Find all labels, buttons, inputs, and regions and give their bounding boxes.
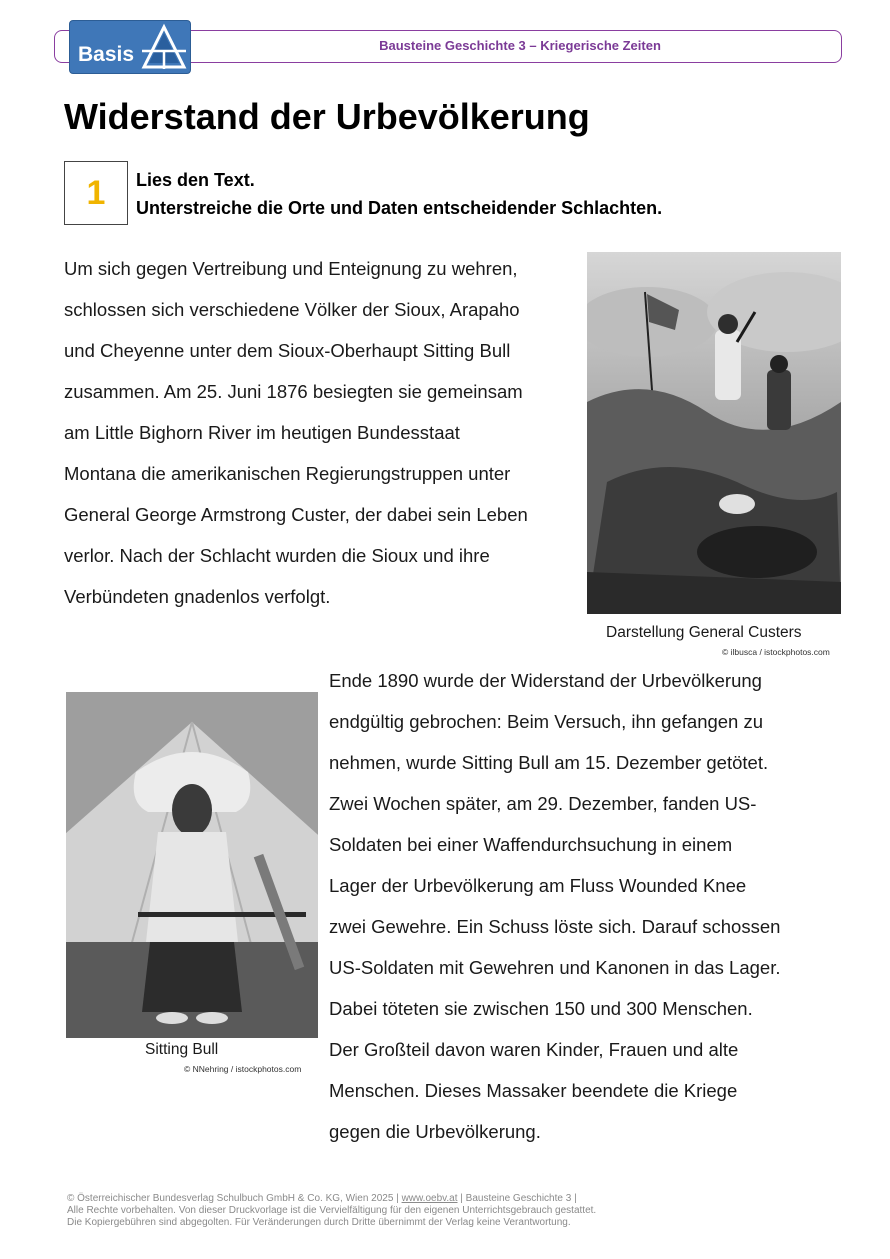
text-line: Lager der Urbevölkerung am Fluss Wounded Knee <box>329 875 747 896</box>
footer-line-2: Alle Rechte vorbehalten. Von dieser Druckvorlage ist die Vervielfältigung für den eigenen Unterrichtsgebrauch gestattet. <box>67 1205 597 1216</box>
text-line: Menschen. Dieses Massaker beendete die Kriege <box>329 1080 738 1101</box>
text-line: Dabei töteten sie zwischen 150 und 300 Menschen. <box>329 998 753 1019</box>
text-line: zwei Gewehre. Ein Schuss löste sich. Darauf schossen <box>329 916 781 937</box>
logo-text: Basis <box>78 43 135 66</box>
footer-series-text: | Bausteine Geschichte 3 | <box>457 1193 577 1204</box>
page-title: Widerstand der Urbevölkerung <box>64 96 590 137</box>
image-credit-sitting-bull: © NNehring / istockphotos.com <box>184 1064 302 1074</box>
text-line: Verbündeten gnadenlos verfolgt. <box>64 586 331 607</box>
text-line: nehmen, wurde Sitting Bull am 15. Dezember getötet. <box>329 752 769 773</box>
text-line: US-Soldaten mit Gewehren und Kanonen in das Lager. <box>329 957 781 978</box>
text-line: schlossen sich verschiedene Völker der Sioux, Arapaho <box>64 299 520 320</box>
text-line: zusammen. Am 25. Juni 1876 besiegten sie gemeinsam <box>64 381 523 402</box>
footer-line-1 <box>67 1193 787 1205</box>
series-title: Bausteine Geschichte 3 – Kriegerische Zeiten <box>379 38 661 53</box>
text-line: am Little Bighorn River im heutigen Bundesstaat <box>64 422 460 443</box>
task-number: 1 <box>86 173 106 212</box>
text-line: Um sich gegen Vertreibung und Enteignung zu wehren, <box>64 258 518 279</box>
text-line: gegen die Urbevölkerung. <box>329 1121 541 1142</box>
text-line: General George Armstrong Custer, der dabei sein Leben <box>64 504 528 525</box>
text-line: Montana die amerikanischen Regierungstruppen unter <box>64 463 511 484</box>
paragraph-1 <box>64 248 582 617</box>
task-number-box <box>64 161 128 225</box>
sitting-bull-photo <box>66 692 318 1038</box>
publisher-link[interactable]: www.oebv.at <box>401 1193 458 1204</box>
text-line: endgültig gebrochen: Beim Versuch, ihn gefangen zu <box>329 711 764 732</box>
custer-illustration <box>587 252 841 614</box>
text-line: Ende 1890 wurde der Widerstand der Urbevölkerung <box>329 670 762 691</box>
text-line: und Cheyenne unter dem Sioux-Oberhaupt Sitting Bull <box>64 340 511 361</box>
image-caption-custer: Darstellung General Custers <box>606 624 802 641</box>
image-credit-custer: © ilbusca / istockphotos.com <box>722 647 830 657</box>
footer-line-3: Die Kopiergebühren sind abgegolten. Für Veränderungen durch Dritte übernimmt der Verlag keine Verantwortung. <box>67 1217 571 1228</box>
text-line: Soldaten bei einer Waffendurchsuchung in einem <box>329 834 733 855</box>
basis-logo <box>69 20 191 74</box>
paragraph-2 <box>329 660 839 1152</box>
battle-scene-image <box>587 252 841 614</box>
copyright-footer <box>67 1193 787 1229</box>
image-caption-sitting-bull: Sitting Bull <box>145 1041 219 1058</box>
text-line: verlor. Nach der Schlacht wurden die Sioux und ihre <box>64 545 490 566</box>
task-instruction-2: Unterstreiche die Orte und Daten entscheidender Schlachten. <box>136 198 663 218</box>
triangle-logo-icon <box>140 23 188 71</box>
task-instruction-1: Lies den Text. <box>136 170 255 190</box>
sitting-bull-image <box>66 692 318 1038</box>
footer-copyright-text: © Österreichischer Bundesverlag Schulbuch GmbH & Co. KG, Wien 2025 | <box>67 1193 402 1204</box>
text-line: Der Großteil davon waren Kinder, Frauen und alte <box>329 1039 739 1060</box>
text-line: Zwei Wochen später, am 29. Dezember, fanden US- <box>329 793 757 814</box>
